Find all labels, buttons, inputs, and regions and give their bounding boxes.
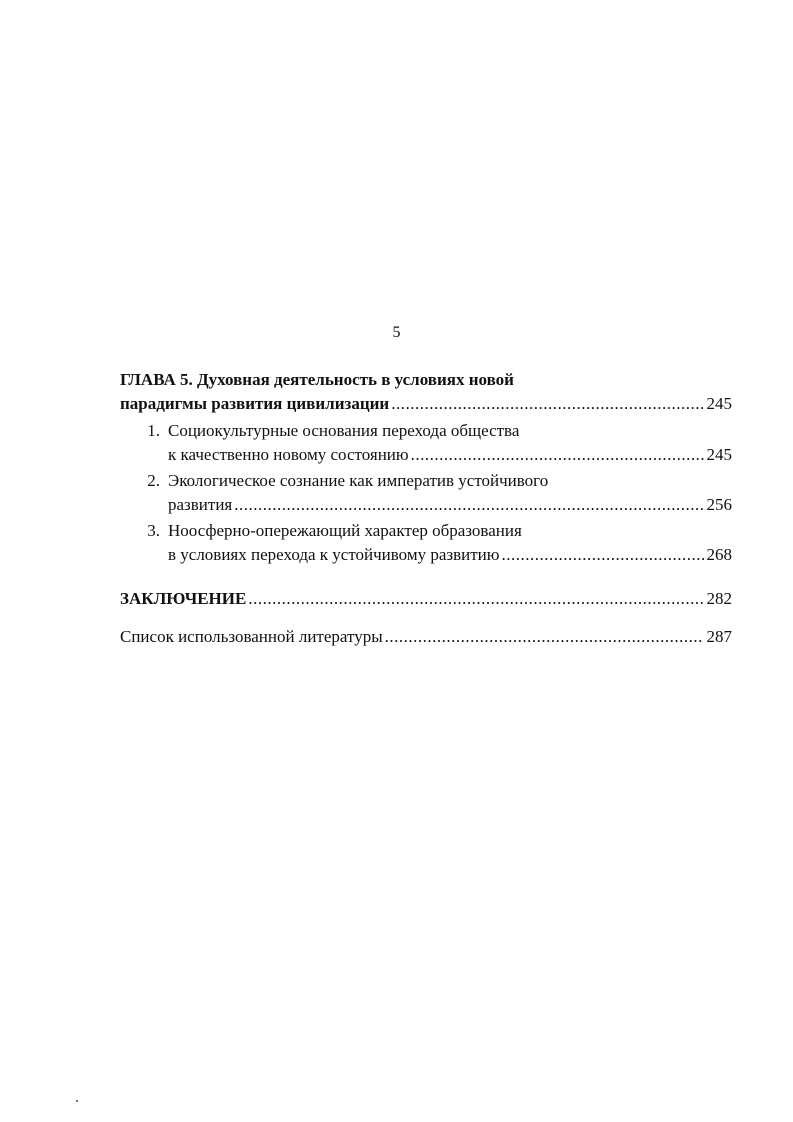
section-number: 3. (147, 521, 160, 540)
toc-conclusion (120, 587, 732, 611)
dot-leader (411, 443, 704, 467)
table-of-contents (120, 368, 732, 649)
dot-leader (501, 543, 703, 567)
section-title-line2: в условиях перехода к устойчивому развитию (168, 545, 500, 564)
section-title-line2: развития (168, 495, 233, 514)
chapter-page: 245 (706, 394, 732, 413)
dot-leader (234, 493, 703, 517)
toc-section-3 (120, 519, 732, 567)
toc-section-2 (120, 469, 732, 517)
section-title-line2: к качественно новому состоянию (168, 445, 409, 464)
toc-bibliography (120, 625, 732, 649)
scan-speck (76, 1100, 78, 1102)
section-page: 245 (706, 445, 732, 464)
bibliography-page: 287 (706, 627, 732, 646)
chapter-title-line2: парадигмы развития цивилизации (120, 394, 390, 413)
dot-leader (248, 587, 703, 611)
page-number: 5 (392, 324, 401, 341)
toc-chapter-5 (120, 368, 732, 416)
toc-section-1 (120, 419, 732, 467)
section-page: 268 (706, 545, 732, 564)
section-number: 1. (147, 421, 160, 440)
section-title-line1: Ноосферно-опережающий характер образования (168, 521, 522, 540)
conclusion-page: 282 (706, 589, 732, 608)
chapter-title-line1: ГЛАВА 5. Духовная деятельность в условиях новой (120, 370, 514, 389)
conclusion-title: ЗАКЛЮЧЕНИЕ (120, 589, 247, 608)
section-page: 256 (706, 495, 732, 514)
dot-leader (391, 392, 703, 416)
bibliography-title: Список использованной литературы (120, 627, 383, 646)
section-title-line1: Социокультурные основания перехода общества (168, 421, 520, 440)
section-number: 2. (147, 471, 160, 490)
dot-leader (385, 625, 704, 649)
section-title-line1: Экологическое сознание как императив устойчивого (168, 471, 549, 490)
